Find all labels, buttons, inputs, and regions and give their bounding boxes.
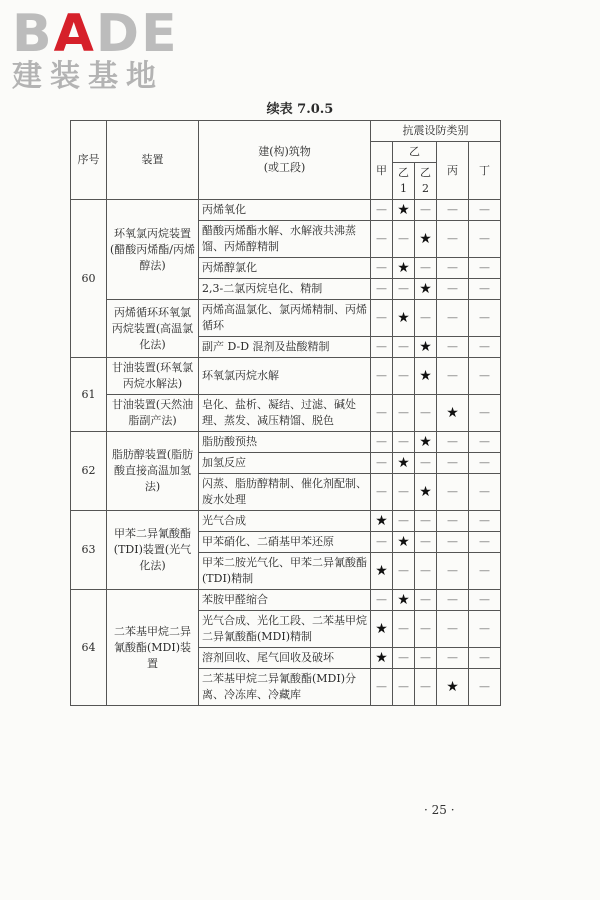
building-cell: 丙烯高温氯化、氯丙烯精制、丙烯循环 bbox=[199, 300, 371, 337]
table-row bbox=[71, 358, 501, 395]
star-icon: ★ bbox=[415, 474, 437, 511]
device-cell: 甘油装置(环氧氯丙烷水解法) bbox=[107, 358, 199, 395]
seq-cell: 61 bbox=[71, 358, 107, 432]
star-icon: ★ bbox=[393, 300, 415, 337]
dash-mark: — bbox=[393, 669, 415, 706]
dash-mark: — bbox=[469, 532, 501, 553]
device-cell: 脂肪醇装置(脂肪酸直接高温加氢法) bbox=[107, 432, 199, 511]
device-cell: 环氧氯丙烷装置(醋酸丙烯酯/丙烯醇法) bbox=[107, 200, 199, 300]
dash-mark: — bbox=[371, 590, 393, 611]
star-icon: ★ bbox=[371, 648, 393, 669]
building-cell: 环氧氯丙烷水解 bbox=[199, 358, 371, 395]
table-row bbox=[71, 590, 501, 611]
building-cell: 丙烯氧化 bbox=[199, 200, 371, 221]
dash-mark: — bbox=[469, 553, 501, 590]
dash-mark: — bbox=[415, 395, 437, 432]
star-icon: ★ bbox=[393, 532, 415, 553]
dash-mark: — bbox=[415, 453, 437, 474]
dash-mark: — bbox=[469, 474, 501, 511]
dash-mark: — bbox=[393, 279, 415, 300]
building-cell: 苯胺甲醛缩合 bbox=[199, 590, 371, 611]
dash-mark: — bbox=[437, 279, 469, 300]
dash-mark: — bbox=[415, 590, 437, 611]
star-icon: ★ bbox=[415, 358, 437, 395]
dash-mark: — bbox=[469, 337, 501, 358]
dash-mark: — bbox=[469, 221, 501, 258]
dash-mark: — bbox=[469, 395, 501, 432]
dash-mark: — bbox=[371, 453, 393, 474]
header-yi1: 乙 1 bbox=[393, 163, 415, 200]
dash-mark: — bbox=[393, 432, 415, 453]
dash-mark: — bbox=[437, 300, 469, 337]
dash-mark: — bbox=[469, 590, 501, 611]
header-building: 建(构)筑物 (或工段) bbox=[199, 121, 371, 200]
bade-logo bbox=[12, 4, 179, 94]
star-icon: ★ bbox=[415, 337, 437, 358]
building-cell: 光气合成 bbox=[199, 511, 371, 532]
dash-mark: — bbox=[393, 611, 415, 648]
device-cell: 甘油装置(天然油脂副产法) bbox=[107, 395, 199, 432]
dash-mark: — bbox=[393, 474, 415, 511]
header-seq: 序号 bbox=[71, 121, 107, 200]
dash-mark: — bbox=[393, 337, 415, 358]
star-icon: ★ bbox=[415, 279, 437, 300]
dash-mark: — bbox=[371, 474, 393, 511]
building-cell: 脂肪酸预热 bbox=[199, 432, 371, 453]
header-device: 装置 bbox=[107, 121, 199, 200]
dash-mark: — bbox=[469, 611, 501, 648]
seismic-category-table bbox=[70, 120, 501, 706]
building-cell: 闪蒸、脂肪醇精制、催化剂配制、废水处理 bbox=[199, 474, 371, 511]
header-bing: 丙 bbox=[437, 142, 469, 200]
dash-mark: — bbox=[437, 221, 469, 258]
dash-mark: — bbox=[437, 511, 469, 532]
seq-cell: 62 bbox=[71, 432, 107, 511]
star-icon: ★ bbox=[393, 200, 415, 221]
building-cell: 甲苯二胺光气化、甲苯二异氰酸酯(TDI)精制 bbox=[199, 553, 371, 590]
header-jia: 甲 bbox=[371, 142, 393, 200]
star-icon: ★ bbox=[371, 611, 393, 648]
dash-mark: — bbox=[415, 200, 437, 221]
dash-mark: — bbox=[371, 279, 393, 300]
building-cell: 加氢反应 bbox=[199, 453, 371, 474]
logo-wordmark: BADE bbox=[12, 4, 179, 64]
building-cell: 副产 D-D 混剂及盐酸精制 bbox=[199, 337, 371, 358]
dash-mark: — bbox=[469, 432, 501, 453]
header-category: 抗震设防类别 bbox=[371, 121, 501, 142]
dash-mark: — bbox=[415, 648, 437, 669]
table-caption: 续表 7.0.5 bbox=[266, 102, 334, 117]
table-body bbox=[71, 200, 501, 706]
building-cell: 皂化、盐析、凝结、过滤、碱处理、蒸发、减压精馏、脱色 bbox=[199, 395, 371, 432]
dash-mark: — bbox=[469, 279, 501, 300]
dash-mark: — bbox=[415, 611, 437, 648]
device-cell: 二苯基甲烷二异氰酸酯(MDI)装置 bbox=[107, 590, 199, 706]
dash-mark: — bbox=[469, 258, 501, 279]
star-icon: ★ bbox=[371, 511, 393, 532]
dash-mark: — bbox=[437, 474, 469, 511]
dash-mark: — bbox=[469, 511, 501, 532]
dash-mark: — bbox=[437, 432, 469, 453]
table-row bbox=[71, 511, 501, 532]
star-icon: ★ bbox=[437, 669, 469, 706]
dash-mark: — bbox=[371, 532, 393, 553]
dash-mark: — bbox=[469, 648, 501, 669]
star-icon: ★ bbox=[415, 432, 437, 453]
dash-mark: — bbox=[371, 300, 393, 337]
dash-mark: — bbox=[415, 553, 437, 590]
star-icon: ★ bbox=[393, 590, 415, 611]
table-header bbox=[71, 121, 501, 200]
dash-mark: — bbox=[371, 337, 393, 358]
building-cell: 醋酸丙烯酯水解、水解液共沸蒸馏、丙烯醇精制 bbox=[199, 221, 371, 258]
dash-mark: — bbox=[371, 221, 393, 258]
device-cell: 甲苯二异氰酸酯(TDI)装置(光气化法) bbox=[107, 511, 199, 590]
dash-mark: — bbox=[437, 358, 469, 395]
seq-cell: 60 bbox=[71, 200, 107, 358]
header-yi2: 乙 2 bbox=[415, 163, 437, 200]
dash-mark: — bbox=[415, 669, 437, 706]
table-row bbox=[71, 395, 501, 432]
dash-mark: — bbox=[415, 511, 437, 532]
header-yi: 乙 bbox=[393, 142, 437, 163]
dash-mark: — bbox=[437, 532, 469, 553]
star-icon: ★ bbox=[371, 553, 393, 590]
dash-mark: — bbox=[437, 337, 469, 358]
seq-cell: 64 bbox=[71, 590, 107, 706]
table-row bbox=[71, 432, 501, 453]
dash-mark: — bbox=[437, 590, 469, 611]
dash-mark: — bbox=[371, 669, 393, 706]
dash-mark: — bbox=[371, 258, 393, 279]
dash-mark: — bbox=[371, 200, 393, 221]
building-cell: 2,3-二氯丙烷皂化、精制 bbox=[199, 279, 371, 300]
table-row bbox=[71, 300, 501, 337]
page-number: · 25 · bbox=[424, 803, 455, 817]
dash-mark: — bbox=[371, 358, 393, 395]
building-cell: 甲苯硝化、二硝基甲苯还原 bbox=[199, 532, 371, 553]
star-icon: ★ bbox=[393, 258, 415, 279]
dash-mark: — bbox=[393, 553, 415, 590]
dash-mark: — bbox=[437, 200, 469, 221]
dash-mark: — bbox=[469, 200, 501, 221]
building-cell: 丙烯醇氯化 bbox=[199, 258, 371, 279]
building-cell: 溶剂回收、尾气回收及破坏 bbox=[199, 648, 371, 669]
header-ding: 丁 bbox=[469, 142, 501, 200]
dash-mark: — bbox=[437, 648, 469, 669]
dash-mark: — bbox=[469, 453, 501, 474]
dash-mark: — bbox=[437, 258, 469, 279]
dash-mark: — bbox=[393, 221, 415, 258]
dash-mark: — bbox=[469, 669, 501, 706]
dash-mark: — bbox=[393, 511, 415, 532]
device-cell: 丙烯循环环氧氯丙烷装置(高温氯化法) bbox=[107, 300, 199, 358]
dash-mark: — bbox=[393, 395, 415, 432]
dash-mark: — bbox=[469, 358, 501, 395]
dash-mark: — bbox=[393, 358, 415, 395]
dash-mark: — bbox=[415, 258, 437, 279]
star-icon: ★ bbox=[437, 395, 469, 432]
dash-mark: — bbox=[437, 453, 469, 474]
dash-mark: — bbox=[371, 432, 393, 453]
seq-cell: 63 bbox=[71, 511, 107, 590]
building-cell: 二苯基甲烷二异氰酸酯(MDI)分离、冷冻库、冷藏库 bbox=[199, 669, 371, 706]
table-row bbox=[71, 200, 501, 221]
dash-mark: — bbox=[415, 532, 437, 553]
dash-mark: — bbox=[393, 648, 415, 669]
dash-mark: — bbox=[371, 395, 393, 432]
star-icon: ★ bbox=[415, 221, 437, 258]
dash-mark: — bbox=[437, 553, 469, 590]
dash-mark: — bbox=[415, 300, 437, 337]
star-icon: ★ bbox=[393, 453, 415, 474]
dash-mark: — bbox=[437, 611, 469, 648]
building-cell: 光气合成、光化工段、二苯基甲烷二异氰酸酯(MDI)精制 bbox=[199, 611, 371, 648]
dash-mark: — bbox=[469, 300, 501, 337]
logo-subtitle: 建装基地 bbox=[12, 59, 164, 94]
